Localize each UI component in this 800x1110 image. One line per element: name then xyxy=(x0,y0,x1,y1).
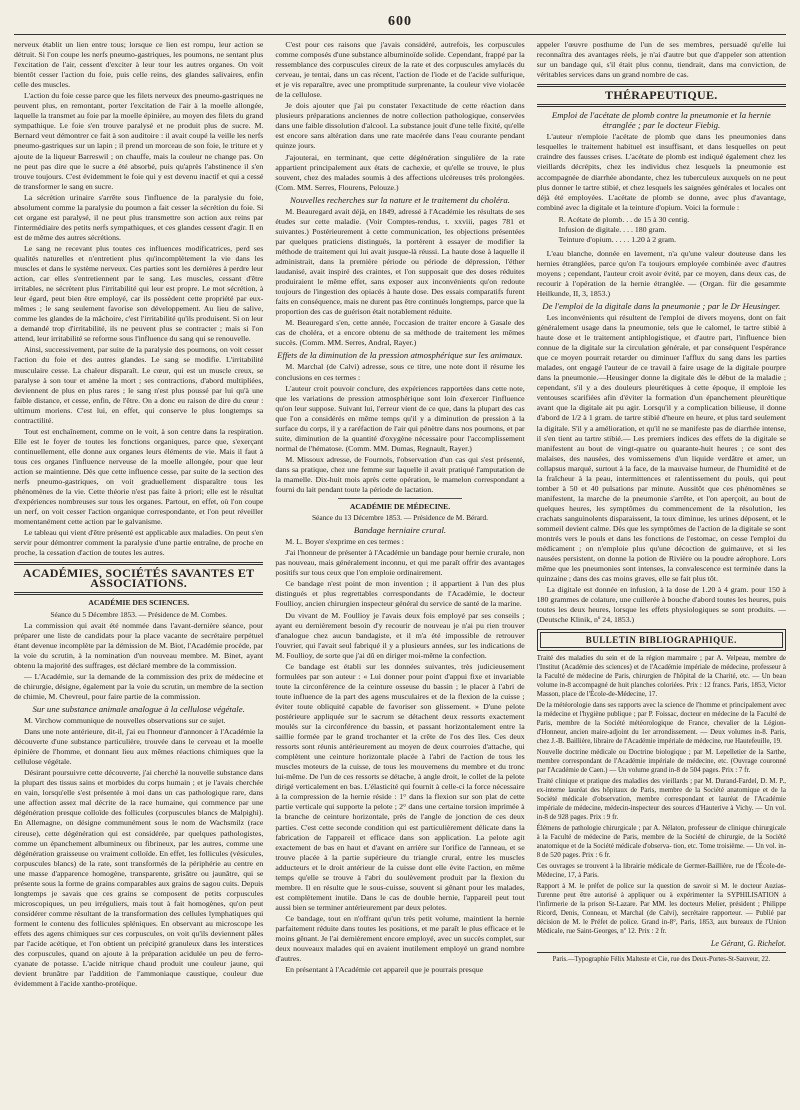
bib-entry-1: De la météorologie dans ses rapports avec la science de l'homme et principalement avec la médecine et l'hygiène publique ; par P. Foissac, docteur en médecine de la Faculté de Paris, membre de la Société météorologique de France, chevalier de la Légion-d'Honneur, ancien maire-adjoint du 1er arrondissement. — Deux volumes in-8. Paris, chez J.-B. Baillière, libraire de l'Académie impériale de médecine, rue Hautefeuille, 19. xyxy=(536,701,786,746)
section-title: ACADÉMIES, SOCIÉTÉS SAVANTES ET ASSOCIATIONS. xyxy=(22,566,255,591)
bulletin-title: BULLETIN BIBLIOGRAPHIQUE. xyxy=(540,632,783,648)
gerant-signature: Le Gérant, G. Richelot. xyxy=(710,939,786,949)
bib-entry-2: Nouvelle doctrine médicale ou Doctrine biologique ; par M. Lepelletier de la Sarthe, membre correspondant de l'Académie impériale de médecine, etc. (Ouvrage couronné par l'Académie de Caen.) — Un volume grand in-8 de 504 pages. Prix : 7 fr. xyxy=(536,748,786,775)
section-rule xyxy=(14,562,263,565)
article-title: Sur une substance animale analogue à la cellulose végétale. xyxy=(32,703,245,714)
col1-para-3: Le sang ne recevant plus toutes ces influences modificatrices, perd ses qualités naturelles et n'entretient plus qu'incomplètement la vie dans les muscles et dans le système nerveux. Ces parties sont les dernières à perdre leur action, car elles s'entretiennent par le sang. Les muscles, cessant d'être irritables, ne sécrètent plus l'irritabilité qui leur est propre. Le mot sécrétion, à leur égard, peut bien être employé, car ils possèdent cette propriété par eux-mêmes ; le sang seulement favorise son développement. Au lieu de salive, comme les glandes de la mâchoire, c'est l'irritabilité qu'ils produisent. Si on leur a demandé trop d'irritabilité, ils ne peuvent plus se contracter ; mais si l'on attend, leur irritabilité se reforme sous l'influence du sang qui se renouvelle. xyxy=(14,243,264,344)
col1-para3-2: Désirant poursuivre cette découverte, j'ai cherché la nouvelle substance dans la plupart des tissus sains et morbides du corps humain ; et je l'avais cherchée en vain, lorsqu'elle s'est présentée à moi dans un cas pathologique rare, dans une affection assez mal décrite de la race humaine, qui commence par une dégénération presque colloïde des follicules (corpuscules blancs de Malpighi). En Allemagne, on désigne communément sous le nom de Wachsmilz (race cireuse), cette dégénération qui est considérée, par quelques pathologistes, comme un épanchement albumineux ou fibrineux, par les autres, comme une dégénération graisseuse ou vraiment colloïde. En effet, les follicules (vésicules, corpuscules blancs) de la rate, sont transformés de la périphérie au centre en une masse d'apparence homogène, transparente, grisâtre ou jaunâtre, qui se présente sous la forme de grains comparables aux grains de sagou cuits. Depuis longtemps je savais que ces grains se composent de petits corpuscules microscopiques, un peu irréguliers, mais tout à fait homogènes, qu'on peut considérer comme résultant de la transformation des cellules lymphatiques qui forment le contenu des follicules spléniques. En observant au microscope les effets des agens chimiques sur ces corpuscules, on voit qu'ils deviennent pâles par l'acide acétique, et l'on obtient un précipité granuleux dans les interstices des corpuscules, quand on ajoute à la préparation acidulée un peu de ferro-cyanate de potasse. L'acide nitrique chaud produit une couleur jaune, qui devient brunâtre par l'addition de l'ammoniaque caustique, couleur due évidemment à l'acide xantho-protéique. xyxy=(14,768,264,989)
header-rule xyxy=(14,34,786,35)
col2-para4-4: Ce bandage est établi sur les données suivantes, très judicieusement formulées par son auteur : « Lui donner pour point d'appui fixe et invariable toute la circonférence de la ceinture osseuse du bassin ; le placer à l'abri de toute influence de la part des agens musculaires et de la flexion de la cuisse ; éviter toute obliquité capable de favoriser son glissement. » D'une pelote postérieure appliquée sur le sacrum se détachent deux ressorts exactement moulés sur la circonférence du bassin, et passant horizontalement entre la saillie formée par le grand trochanter et la crête de l'os des îles. Ces deux ressorts sont réunis antérieurement au moyen de deux courroies d'attache, qui complètent une ceinture horizontale placée à l'abri de l'action de tous les muscles moteurs de la cuisse, de tous les mouvemens du membre et du tronc lui-même. De l'un de ces ressorts se détache, à angle droit, le collet de la pelote dirigé verticalement en bas. L'élasticité qui fournit à celle-ci la force nécessaire à la compression de la hernie réside : 1° dans la flexion sur son plat de cette partie verticale qui supporte la pelote ; 2° dans une certaine torsion imprimée à la branche de ceinture horizontale, près de l'angle de jonction de ces deux parties. C'est cette seconde condition qui est particulièrement délicate dans la fabrication de l'appareil et efficace dans son application. La pelote agit exactement de bas en haut et d'avant en arrière sur l'orifice de l'anneau, et se trouve placée à la partie supérieure du triangle crural, entre les muscles adducteurs et le droit antérieur de la cuisse dont elle évite l'action, en même temps qu'elle se trouve à l'abri du soulèvement produit par la flexion du membre. Il en résulte que le sous-cuisse, souvent si gênant pour les malades, est complètement inutile. Dans le cas de double hernie, l'appareil peut tout aussi bien se terminer antérieurement par deux pelotes. xyxy=(275,661,525,912)
academy-title: ACADÉMIE DES SCIENCES. xyxy=(88,598,189,608)
formula-line-2: Teinture d'opium. . . . . 1.20 à 2 gram. xyxy=(558,234,677,244)
bib-entry-4: Élémens de pathologie chirurgicale ; par A. Nélaton, professeur de clinique chirurgicale à la Faculté de médecine de Paris, membre de la Société de chirurgie, de la Société anatomique et de la Société médicale d'observa- tion, etc. Tome troisième. — Un vol. in-8 de 520 pages. Prix : 6 fr. xyxy=(536,824,786,860)
col3-para2-0: L'auteur n'emploie l'acétate de plomb que dans les pneumonies dans lesquelles le traitement habituel est insuffisant, et dans lesquelles on peut craindre des fausses crises. L'acétate de plomb est indiqué également chez les vieillards décrépits, chez les individus chez lesquels la pneumonie est accompagnée de diarrhée abondante, chez les tuberculeux auxquels on ne peut plus donner le tartre stibié, et chez lesquels les saignées générales et locales ont déjà été employées. L'acétate de plomb se donne, avec plus d'avantage, combiné avec la digitale et la teinture d'opium. Voici la formule : xyxy=(536,132,786,212)
col3-para4-1: La digitale est donnée en infusion, à la dose de 1.20 à 4 gram. pour 150 à 180 grammes de colature, une cuillerée à bouche d'abord toutes les heures, puis toutes les deux heures, lorsque les effets physiologiques se sont produits. — (Deutsche Klinik, nº 24, 1853.) xyxy=(536,585,786,625)
col1-para-5: Tout est enchaînement, comme on le voit, à son centre dans la respiration. Elle est le foyer de toutes les fonctions organiques, parce que, s'exerçant continuellement, elle donne aux organes leurs éléments de vie. Mais il faut à tous ces organes l'influence nerveuse de la moelle allongée, pour que leur action se maintienne. Dès que cette influence cesse, par suite de la section des nerfs pneumo-gastriques, on voit graduellement disparaître tous les phénomènes de la vie. Cette théorie n'est pas faite à priori; elle est le résultat d'expériences nombreuses sur tous les organes. Partout, en effet, où l'on coupe un nerf, on voit cesser l'action organique correspondante, et l'on peut réveiller momentanément cette action par le galvanisme. xyxy=(14,426,264,527)
col3-para4-0: Les inconvénients qui résultent de l'emploi de divers moyens, dont on fait généralement usage dans la pneumonie, tels que le calomel, le tartre stibié à haute dose et le traitement antiphlogistique, et d'autre part, l'influence bien connue de la digitale sur la circulation générale, et par conséquent l'espérance que ce moyen pourrait retarder ou diminuer l'afflux du sang dans les parties malades, ont engagé l'auteur de ce travail à faire usage de la digitale pourpre dans la pneumonie.—Heusinger donne la digitale dès le début de la maladie ; cependant, s'il y a des douleurs pleurétiques à cette époque, il emploie les ventouses scarifiées afin d'éviter la formation d'un épanchement pleurétique avant que la digitale ait pu agir. Lorsqu'il y a complication bilieuse, il donne d'abord de 1/2 à 1 gram. de tartre stibié d'heure en heure, et plus tard seulement la digitale. S'il y a amélioration, et qu'il ne se manifeste pas de diarrhée intense, il s'en tient au tartre stibié.— Les premiers indices des effets de la digitale se manifestent au bout de vingt-quatre ou quarante-huit heures ; ce sont des malaises, des nausées, des vomissemens d'un liquide verdâtre et amer, un collapsus marqué, surtout à la face, de la mauvaise humeur, de l'humidité et de la fraîcheur à la peau, intermittences et ralentissement du pouls, qui peut tomber à 50 et 40 pulsations par minute. Aussitôt que ces phénomènes se manifestent, la marche de la pneumonie s'arrête, et l'on aperçoit, au bout de quelques heures, les symptômes du commencement de la résolution, les crachats sanguinolents disparaissent, la toux diminue, les urines déposent, et le sommeil devient calme. Dès que les symptômes de l'action de la digitale se sont montrés vers le pouls et dans les fonctions de l'estomac, on cesse l'emploi du médicament ; on n'emploie plus qu'une décoction de guimauve, et si les nausées persistent, on donne la potion de Rivière ou la poudre aérophore. Lors même que les pneumonies sont intenses, la convalescence est terminée dans la quinzaine ; dans des cas moins graves, elle se fait plus tôt. xyxy=(536,312,786,584)
col2-para3-2: M. Missoux adresse, de Fournols, l'observation d'un cas qui s'est présenté, dans sa pratique, chez une femme sur laquelle il avait pratiqué l'amputation de la mamelle. Dix-huit mois après cette opération, le mamelon correspondant a fourni du lait pendant toute la période de lactation. xyxy=(275,454,525,495)
page-number: 600 xyxy=(388,14,412,29)
section-rule-2 xyxy=(14,592,263,595)
column-2 xyxy=(275,40,524,1100)
academy-medecine-session: Séance du 13 Décembre 1853. — Présidence de M. Bérard. xyxy=(311,513,489,523)
col2-para4-2: Ce bandage n'est point de mon invention ; il appartient à l'un des plus distingués et plus regrettables correspondants de l'Académie, le docteur Foullioy, ancien chirurgien inspecteur général du service de santé de la marine. xyxy=(275,579,525,609)
columns xyxy=(14,40,786,1100)
section-rule-4 xyxy=(537,104,786,107)
col1-para-2: La sécrétion urinaire s'arrête sous l'influence de la paralysie du foie, absolument comme la paralysie du poumon a fait cesser la sécrétion du foie. Si cet organe est paralysé, il ne peut plus transmettre son action aux reins par l'intermédiaire des petits nerfs sympathiques, et ces glandes cessent d'agir. Il en est de même des autres sécrétions. xyxy=(14,192,264,242)
therapeutique-title: THÉRAPEUTIQUE. xyxy=(605,88,718,103)
academy-medecine-title: ACADÉMIE DE MÉDECINE. xyxy=(349,502,451,512)
article-title-pression: Effets de la diminution de la pression atmosphérique sur les animaux. xyxy=(277,350,523,361)
col2-para4-5: Ce bandage, tout en n'offrant qu'un très petit volume, maintient la hernie parfaitement réduite dans toutes les positions, et me paraît le plus efficace et le moins gênant. Je l'ai dernièrement encore employé, avec un succès complet, sur deux nouveaux malades qui en avaient inutilement employé un grand nombre d'autres. xyxy=(275,913,525,964)
col1-para2-0: La commission qui avait été nommée dans l'avant-dernière séance, pour préparer une liste de candidats pour la place vacante de secrétaire perpétuel étant devenue incomplète par la démission de M. Biot, l'Académie procède, par la voie du scrutin, à la nomination d'un nouveau membre. M. Binet, ayant obtenu la majorité des suffrages, est déclaré membre de la commission. xyxy=(14,620,264,670)
bulletin-box xyxy=(537,629,786,651)
col2-para3-1: L'auteur croit pouvoir conclure, des expériences rapportées dans cette note, que les variations de pression atmosphérique sont loin d'exercer l'influence qu'on leur suppose. Suivant lui, l'erreur vient de ce que, dans la plupart des cas que l'on a considérés en même temps qu'il y a diminution de pression à la surface du corps, il y a raréfaction de l'air qui pénètre dans nos poumons, et par suite, diminution de la quantité d'oxygène nécessaire pour l'accomplissement normal de l'hématose. (Comm. MM. Dumas, Regnault, Rayer.) xyxy=(275,383,525,453)
article-title-cholera: Nouvelles recherches sur la nature et le traitement du choléra. xyxy=(290,194,510,205)
formula-line-0: R. Acétate de plomb. . . de 15 à 30 centig. xyxy=(558,214,690,224)
col3-para3-0: L'eau blanche, donnée en lavement, n'a qu'une valeur douteuse dans les hernies étranglées, parce qu'on l'a toujours employée combinée avec d'autres moyens ; cependant, l'auteur croit avoir évité, par ce moyen, dans deux cas, de recourir à l'opération de la hernie étranglée. — (Organ. für die gesammte Heilkunde, II, 3, 1853.) xyxy=(536,248,786,298)
col1-para2-1: — L'Académie, sur la demande de la commission des prix de médecine et de chirurgie, désigne, également par la voie du scrutin, un membre de la section de chimie, M. Chevreul, pour faire partie de la commission. xyxy=(14,671,264,701)
formula xyxy=(559,215,786,245)
col2-para-0: C'est pour ces raisons que j'avais considéré, autrefois, les corpuscules comme composés d'une substance albuminoïde solide. Cependant, frappé par la ressemblance des corpuscules cireux de la rate et des corpuscules amylacés du cerveau, je tentai, dans un cas récent, l'action de l'iode et de l'acide sulfurique, et je vis reparaître, avec une promptitude surprenante, la couleur vive violacée de la cellulose. xyxy=(275,40,525,100)
col1-para-4: Ainsi, successivement, par suite de la paralysie des poumons, on voit cesser l'action du foie et des autres glandes. Le sang se modifie. L'irritabilité musculaire cesse. La chaleur disparaît. Le cœur, qui est un muscle creux, se paralyse à son tour et amène la mort ; ses contractions, d'abord multipliées, deviennent de plus en plus rares ; le sang n'est plus poussé par lui qu'à une faible distance, et cesse, enfin, de l'être. On a donc eu raison de dire du cœur : ultimum moriens. C'est lui, en effet, qui conserve le plus longtemps sa contractilité. xyxy=(14,345,264,425)
bibliography xyxy=(537,654,786,936)
col1-para3-0: M. Virchow communique de nouvelles observations sur ce sujet. xyxy=(24,716,226,725)
formula-line-1: Infusion de digitale. . . . 180 gram. xyxy=(558,224,667,234)
col2-para4-1: J'ai l'honneur de présenter à l'Académie un bandage pour hernie crurale, non pas nouveau, mais généralement inconnu, et qui me paraît offrir des avantages positifs sur tous ceux que l'on emploie ordinairement. xyxy=(275,548,525,578)
academy-session: Séance du 5 Décembre 1853. — Présidence de M. Combes. xyxy=(50,609,227,619)
col2-para3-0: M. Marchal (de Calvi) adresse, sous ce titre, une note dont il résume les conclusions en ces termes : xyxy=(275,362,525,382)
col3-para-0: appeler l'œuvre posthume de l'un de ses membres, persuadé qu'elle lui reconnaîtra des avantages réels, je n'ai d'autre but que d'appeler son attention sur un bandage qui, s'il était plus connu, tiendrait, dans ma conviction, de véritables services dans un grand nombre de cas. xyxy=(536,40,786,80)
col1-para3-1: Dans une note antérieure, dit-il, j'ai eu l'honneur d'annoncer à l'Académie la découverte d'une substance particulière, trouvée dans le cerveau et la moelle épinière de l'homme, et donnant lieu aux mêmes réactions chimiques que la cellulose végétale. xyxy=(14,727,264,767)
col2-para2-1: M. Beauregard s'en, cette année, l'occasion de traiter encore à Gasale des cas de choléra, et a encore obtenu de sa méthode de traitement les mêmes succès. (Comm. MM. Serres, Andral, Rayer.) xyxy=(275,318,525,348)
bib-entry-0: Traité des maladies du sein et de la région mammaire ; par A. Velpeau, membre de l'Institut (Académie des sciences) et de l'Académie impériale de médecine, professeur à la Faculté de médecine de Paris, chirurgien de l'hôpital de la Charité, etc. — Un beau volume in-8 accompagné de huit planches coloriées. Prix : 12 francs. Paris, 1853, Victor Masson, place de l'École-de-Médecine, 17. xyxy=(536,654,786,699)
column-3 xyxy=(537,40,786,1100)
article-title-bandage: Bandage herniaire crural. xyxy=(353,525,447,536)
section-rule-3 xyxy=(537,84,786,87)
col2-para4-3: Du vivant de M. Foullioy je l'avais deux fois employé par ses conseils ; ayant eu dernièrement besoin d'y recourir de nouveau je n'ai pu rien trouver d'analogue chez aucun bandagiste, et il m'a été impossible de retrouver l'ouvrier, qui l'avait seul fabriqué il y a plusieurs années, sur les indications de M. Foullioy, de sorte que j'ai dû en diriger moi-même la confection. xyxy=(275,610,525,660)
printer-imprint: Paris.—Typographie Félix Malteste et Cie, rue des Deux-Portes-St-Sauveur, 22. xyxy=(537,952,786,965)
col2-para4-0: M. L. Boyer s'exprime en ces termes : xyxy=(285,537,404,547)
col2-para2-0: M. Beauregard avait déjà, en 1849, adressé à l'Académie les résultats de ses études sur cette maladie. (Voir Comptes-rendus, t. xxviii, pages 781 et suivantes.) Postérieurement à cette communication, les objections présentées par quelques praticiens distingués, la portèrent à essayer de modifier la méthode de traitement qui lui avait jusque-là réussi. La haute dose à laquelle il administrait, dans la première période ou période de dépression, l'éther laudanisé, avait inspiré des craintes, et l'on supposait que des doses réduites produiraient le même effet, sans exposer aux inconvénients qu'on redoute toujours de l'ingestion des opiacés à haute dose. Des essais comparatifs furent faits en conséquence, mais ne durent pas être continués longtemps, parce que la proportion des cas de guérison était notablement réduite. xyxy=(275,206,525,317)
article-title-acetate: Emploi de l'acétate de plomb contre la pneumonie et la hernie étranglée ; par le docteur Fiebig. xyxy=(551,110,771,131)
article-title-digitale: De l'emploi de la digitale dans la pneumonie ; par le Dr Heusinger. xyxy=(542,300,781,311)
col1-para-6: Le tableau qui vient d'être présenté est applicable aux maladies. On peut s'en servir pour démontrer comment la paralysie d'une partie entraîne, de proche en proche, la cessation d'action de toutes les autres. xyxy=(14,528,264,558)
col2-para-1: Je dois ajouter que j'ai pu constater l'exactitude de cette réaction dans plusieurs préparations anciennes de notre collection pathologique, conservées dans une faible dissolution d'alcool. La substance jouit d'une telle fixité, qu'elle est encore sans altération dans une rate macérée dans l'eau courante pendant quinze jours. xyxy=(275,101,525,151)
bib-entry-3: Traité clinique et pratique des maladies des vieillards ; par M. Durand-Fardel, D. M. P., ex-interne lauréat des hôpitaux de Paris, membre de la Société anatomique et de la Société médicale d'observation, membre correspondant et lauréat de l'Académie impériale de médecine, médecin-inspecteur des sources d'Hauterive à Vichy. — Un vol. in-8 de 928 pages. Prix : 9 fr. xyxy=(536,777,786,822)
col1-para-1: L'action du foie cesse parce que les filets nerveux des pneumo-gastriques ne peuvent plus, en remontant, porter l'excitation de l'air à la moelle allongée, laquelle la transmet au foie par la moelle épinière, au moyen des filets du grand sympathique. Le foie s'en trouve paralysé et ne produit plus de sucre. M. Bernard veut démontrer ce fait à son auditoire : il avait coupé la veille les nerfs pneumo-gastriques sur un lapin ; il prend un morceau de son foie, le triture et y ajoute de la liqueur Barreswil ; on chauffe, mais la couleur ne change pas. On ne peut pas dire que le sucre a été absorbé, puis qu'après l'abstinence il s'en trouve toujours. C'est évidemment le foie qui y est devenu inactif et qui a cessé de transformer le sang en sucre. xyxy=(14,91,264,191)
separator xyxy=(338,498,463,499)
col2-para-2: J'ajouterai, en terminant, que cette dégénération singulière de la rate appartient principalement aux états de cachexie, et qu'elle se trouve, le plus souvent, chez des malades soumis à des affections ulcéreuses très prolongées. (Com. MM. Serres, Flourens, Pelouze.) xyxy=(275,152,525,192)
col2-para4-6: En présentant à l'Académie cet appareil que je pourrais presque xyxy=(285,965,484,975)
column-1 xyxy=(14,40,263,1100)
bib-entry-6: Rapport à M. le préfet de police sur la question de savoir si M. le docteur Auzias-Turenne peut être autorisé à appliquer ou à expérimenter la SYPHILISATION à l'infirmerie de la prison St-Lazare. Par MM. les docteurs Melier, président ; Philippe Ricord, Denis, Conneau, et Marchal (de Calvi), secrétaire rapporteur. — Publié par décision de M. le Préfet de police. Grand in-8°, Paris, 1853, aux bureaux de l'Union Médicale, rue Saint-Georges, nº 12. Prix : 2 fr. xyxy=(536,882,786,936)
bib-entry-5: Ces ouvrages se trouvent à la librairie médicale de Germer-Baillière, rue de l'École-de-Médecine, 17, à Paris. xyxy=(536,862,786,880)
col1-para-0: nerveux établit un lien entre tous; lorsque ce lien est rompu, leur action se détruit. Si l'on coupe les nerfs pneumo-gastriques, les poumons, ne sentant plus l'excitation de l'air, cessent d'exciter à leur tour les autres organes. On voit bientôt cesser l'action du foie, puis celle reins, des glandes salivaires, enfin celle des muscles. xyxy=(14,40,264,90)
